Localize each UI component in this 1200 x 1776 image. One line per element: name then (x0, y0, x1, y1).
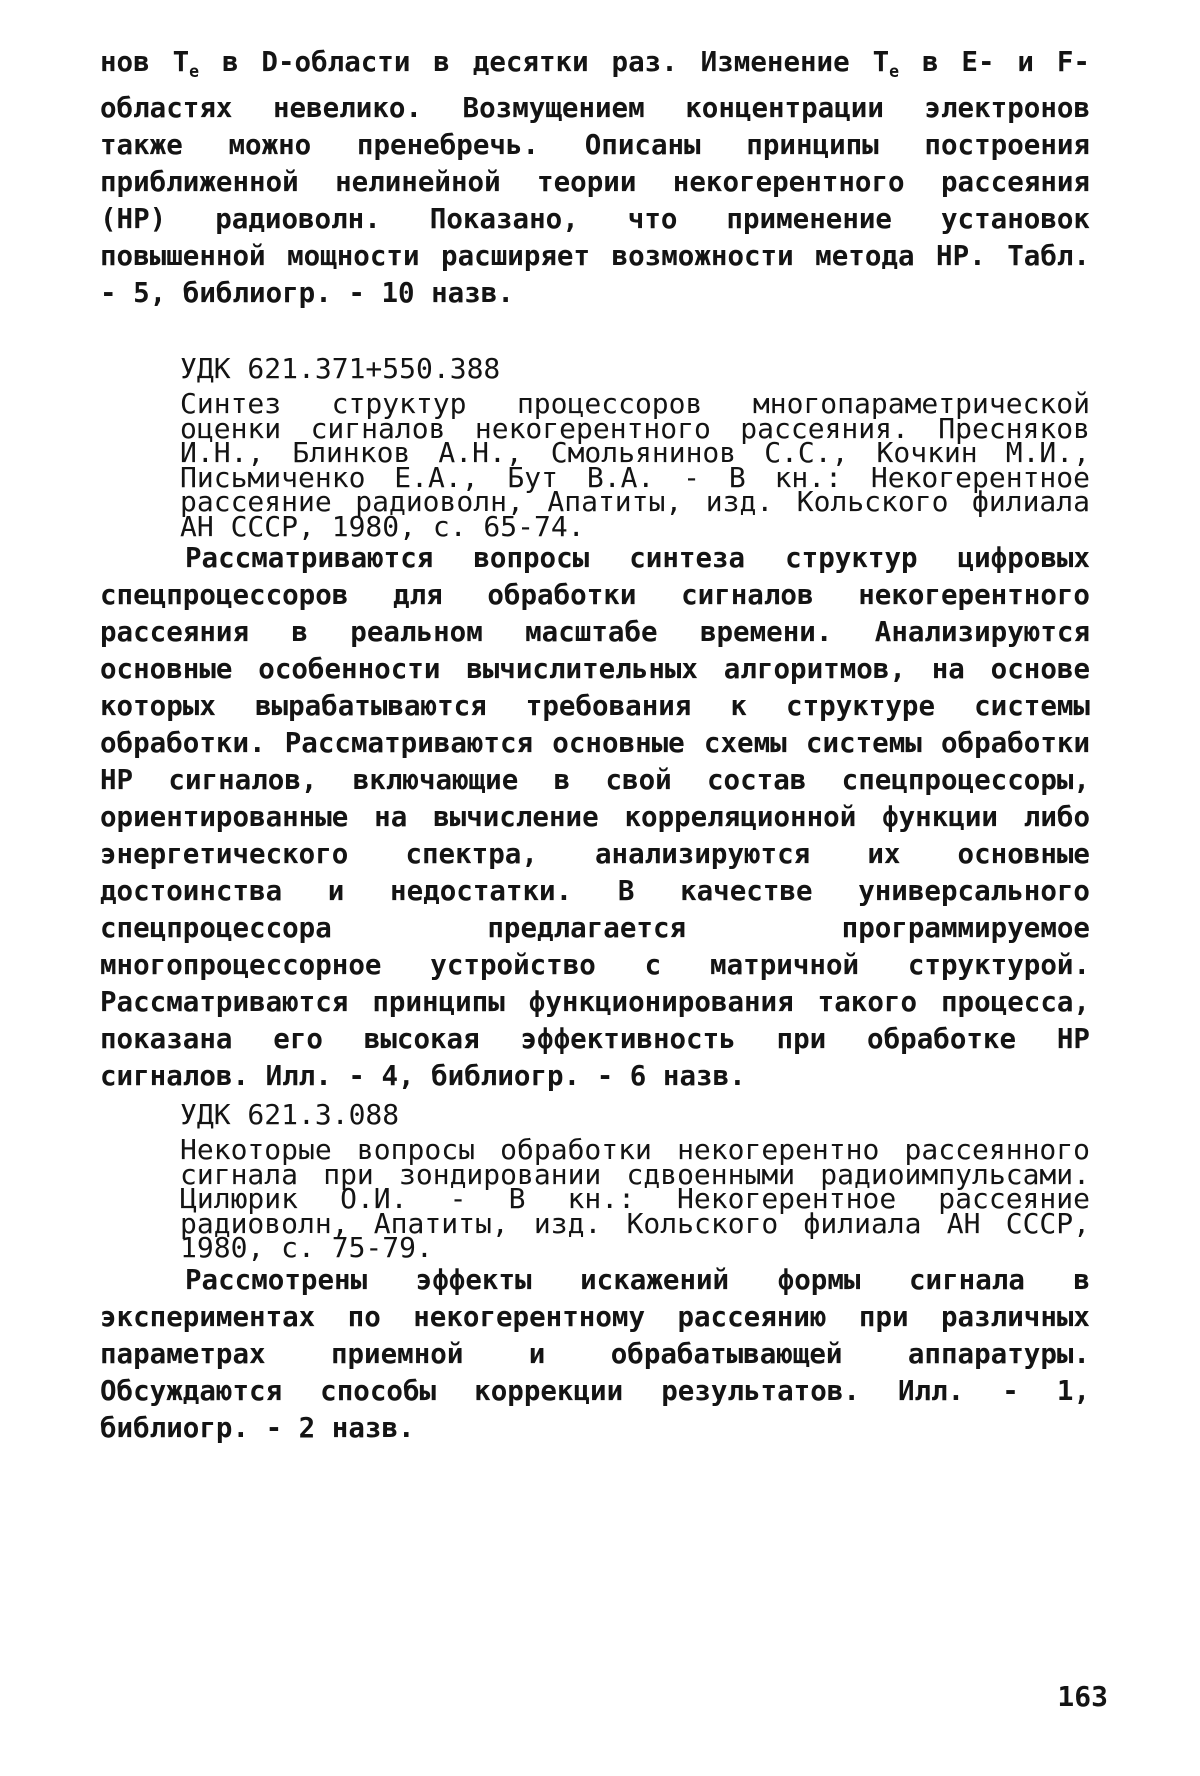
intro-subscript-2: e (889, 61, 900, 81)
entry-1-udk: УДК 621.371+550.388 (180, 352, 501, 385)
intro-text-before: нов T (100, 46, 190, 78)
entry-2-udk: УДК 621.3.088 (180, 1098, 400, 1131)
entry-1-citation: Синтез структур процессоров многопараметрической оценки сигналов некогерентного рассеяния. Пресняков И.Н., Блинков А.Н., Смольянинов С.С., Кочкин М.И., Письмиченко Е.А., Бут В.А. - В кн.: Некогерентное рассеяние радиоволн, Апатиты, изд. Кольского филиала АН СССР, 1980, с. 65-74. (180, 387, 1090, 543)
entry-2-abstract: Рассмотрены эффекты искажений формы сигнала в экспериментах по некогерентному рассеянию при различных параметрах приемной и обрабатывающей аппаратуры. Обсуждаются способы коррекции результатов. Илл. - 1, библиогр. - 2 назв. (100, 1264, 1090, 1444)
page-number: 163 (1057, 1680, 1108, 1713)
intro-text-after: в E- и F-областях невелико. Возмущением концентрации электронов также можно пренебречь. Описаны принципы построения приближенной нелинейной теории некогерентного рассеяния (НР) радиоволн. Показано, что применение установок повышенной мощности расширяет возможности метода НР. Табл. - 5, библиогр. - 10 назв. (100, 46, 1090, 309)
intro-text-mid: в D-области в десятки раз. Изменение T (199, 46, 890, 78)
intro-paragraph (100, 44, 1090, 312)
entry-1-abstract: Рассматриваются вопросы синтеза структур цифровых спецпроцессоров для обработки сигналов некогерентного рассеяния в реальном масштабе времени. Анализируются основные особенности вычислительных алгоритмов, на основе которых вырабатываются требования к структуре системы обработки. Рассматриваются основные схемы системы обработки НР сигналов, включающие в свой состав спецпроцессоры, ориентированные на вычисление корреляционной функции либо энергетического спектра, анализируются их основные достоинства и недостатки. В качестве универсального спецпроцессора предлагается программируемое многопроцессорное устройство с матричной структурой. Рассматриваются принципы функционирования такого процесса, показана его высокая эффективность при обработке НР сигналов. Илл. - 4, библиогр. - 6 назв. (100, 542, 1090, 1092)
entry-2-citation: Некоторые вопросы обработки некогерентно рассеянного сигнала при зондировании сдвоенными радиоимпульсами. Цилюрик О.И. - В кн.: Некогерентное рассеяние радиоволн, Апатиты, изд. Кольского филиала АН СССР, 1980, с. 75-79. (180, 1133, 1090, 1264)
intro-subscript-1: e (189, 61, 200, 81)
